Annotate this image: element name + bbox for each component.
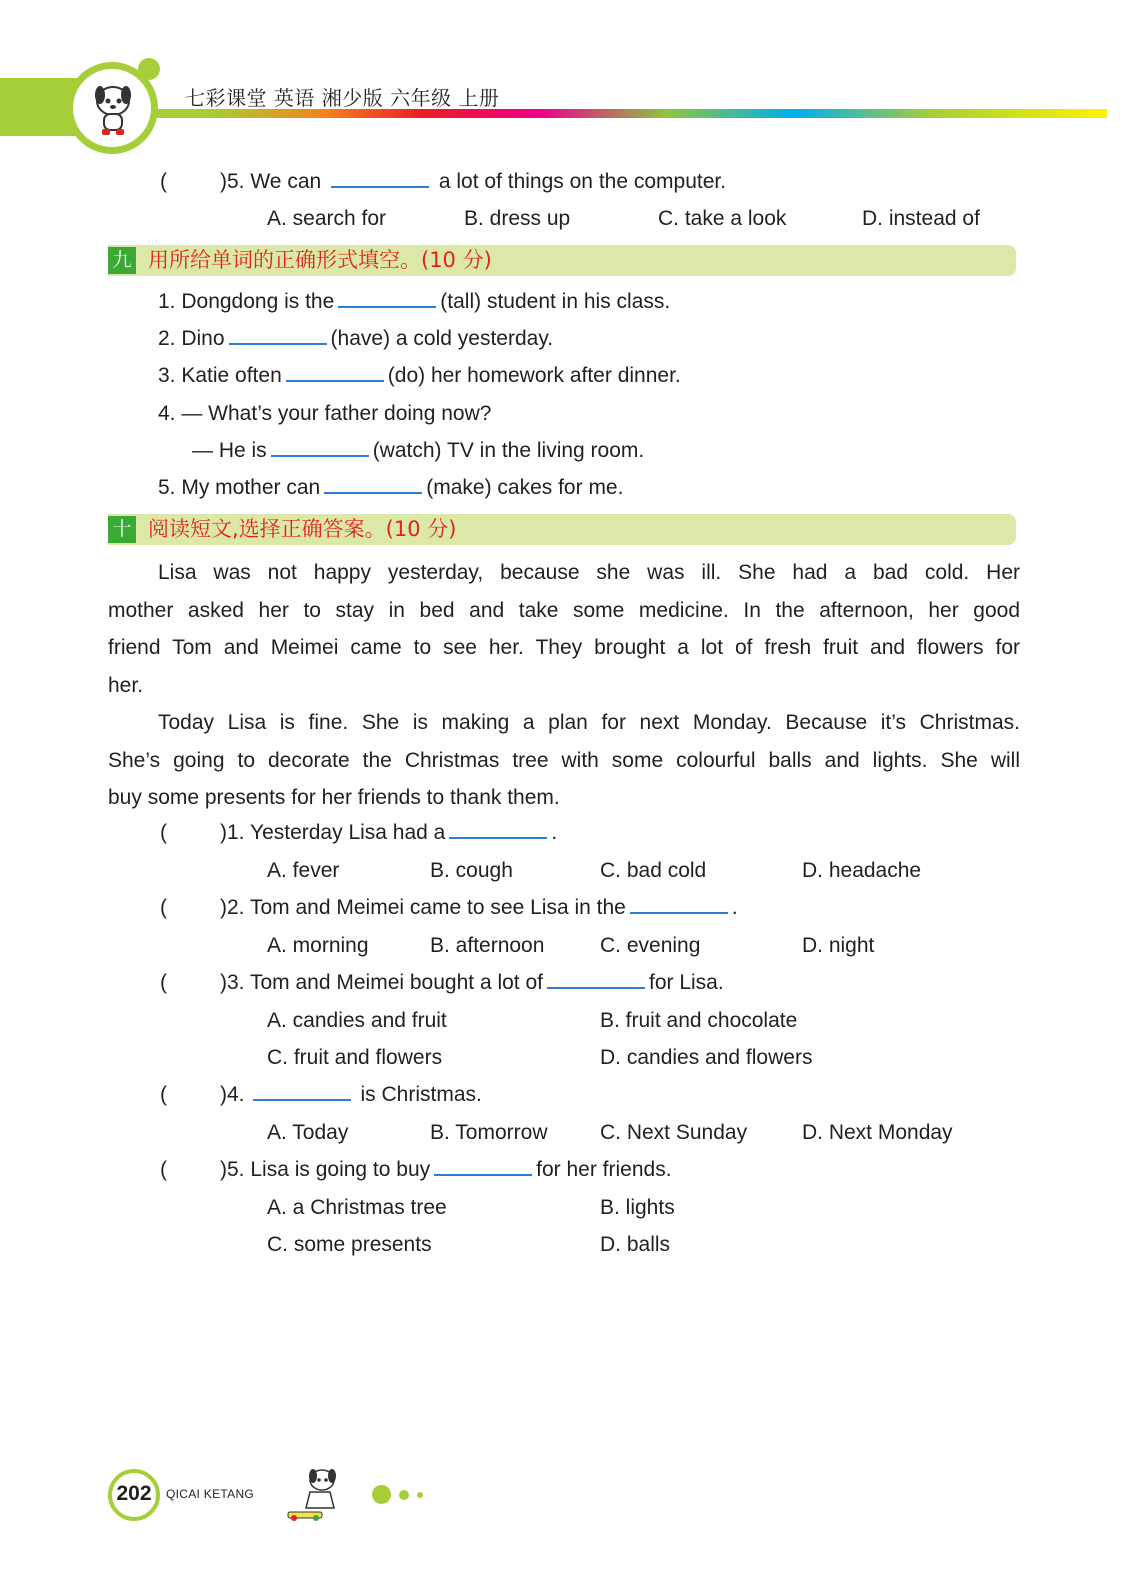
answer-blank [630, 894, 728, 914]
question-row [220, 819, 557, 847]
answer-blank [286, 362, 384, 382]
page-number: 202 [116, 1482, 152, 1505]
question-row [220, 1081, 482, 1109]
answer-paren: ( [160, 971, 167, 994]
option-d: D. instead of [862, 207, 980, 230]
reading-passage-2 [108, 704, 1020, 817]
fill-item [158, 325, 553, 353]
option-c: C. take a look [658, 207, 787, 230]
question-row [220, 168, 726, 196]
option-c: C. fruit and flowers [267, 1046, 443, 1069]
question-row [160, 168, 167, 196]
item-text: (do) her homework after dinner. [387, 364, 681, 387]
fill-item [158, 288, 670, 316]
question-text: is Christmas. [360, 1083, 482, 1106]
answer-blank [271, 437, 369, 457]
passage-line: Lisa was not happy yesterday, because she was ill. She had a bad cold. Her [158, 561, 1020, 584]
answer-blank [253, 1081, 351, 1101]
question-number: )5. [220, 170, 245, 193]
answer-paren: ( [160, 1083, 167, 1106]
option-a: A. search for [267, 207, 387, 230]
section-badge: 九 [108, 247, 136, 274]
option-b: B. lights [600, 1196, 675, 1219]
passage-line: Today Lisa is fine. She is making a plan for next Monday. Because it’s Christmas. [158, 711, 1020, 734]
question-number: )1. [220, 821, 245, 844]
item-text: 2. Dino [158, 327, 225, 350]
fill-item [158, 362, 681, 390]
question-text: Yesterday Lisa had a [249, 821, 446, 844]
question-text: Tom and Meimei came to see Lisa in the [249, 896, 626, 919]
option-a: A. fever [267, 859, 340, 882]
option-c: C. evening [600, 934, 701, 957]
item-text: (tall) student in his class. [440, 290, 671, 313]
option-b: B. cough [430, 859, 513, 882]
item-text: 4. — What’s your father doing now? [158, 402, 492, 425]
option-a: A. morning [267, 934, 369, 957]
question-text: . [551, 821, 558, 844]
question-text: for Lisa. [648, 971, 724, 994]
option-d: D. Next Monday [802, 1121, 953, 1144]
question-number: )2. [220, 896, 245, 919]
answer-paren: ( [160, 1158, 167, 1181]
option-c: C. bad cold [600, 859, 707, 882]
answer-paren: ( [160, 170, 167, 193]
fill-item [192, 437, 644, 465]
footer-mascot-icon [280, 1462, 350, 1524]
page-header-title: 七彩课堂 英语 湘少版 六年级 上册 [185, 86, 500, 110]
question-number: )5. [220, 1158, 245, 1181]
passage-line: mother asked her to stay in bed and take some medicine. In the afternoon, her good [108, 598, 1020, 622]
footer-brand: QICAI KETANG [166, 1487, 255, 1501]
passage-line: her. [108, 673, 144, 697]
question-text: . [731, 896, 738, 919]
section-badge: 十 [108, 516, 136, 543]
section-header-9 [108, 245, 1016, 276]
passage-line: buy some presents for her friends to thank them. [108, 786, 560, 809]
fill-item [158, 474, 623, 502]
mascot-dog-icon [73, 69, 151, 147]
option-b: B. Tomorrow [430, 1121, 548, 1144]
answer-blank [331, 168, 429, 188]
footer-dot-large [372, 1485, 391, 1504]
item-text: (have) a cold yesterday. [330, 327, 554, 350]
answer-paren: ( [160, 896, 167, 919]
item-text: 5. My mother can [158, 476, 321, 499]
answer-blank [338, 288, 436, 308]
answer-blank [547, 969, 645, 989]
question-text: We can [250, 170, 322, 193]
fill-item [158, 400, 491, 428]
question-text: Tom and Meimei bought a lot of [249, 971, 543, 994]
mascot-badge [66, 62, 158, 154]
option-b: B. afternoon [430, 934, 545, 957]
question-row [220, 894, 738, 922]
item-text: 3. Katie often [158, 364, 282, 387]
answer-blank [324, 474, 422, 494]
answer-blank [449, 819, 547, 839]
section-header-10 [108, 514, 1016, 545]
passage-line: She’s going to decorate the Christmas tree with some colourful balls and lights. She will [108, 748, 1020, 772]
item-text: (watch) TV in the living room. [372, 439, 645, 462]
section-title: 阅读短文,选择正确答案。(10 分) [148, 517, 457, 541]
option-c: C. Next Sunday [600, 1121, 748, 1144]
option-d: D. balls [600, 1233, 671, 1256]
option-d: D. night [802, 934, 875, 957]
option-a: A. candies and fruit [267, 1009, 447, 1032]
question-row [220, 1156, 672, 1184]
reading-passage-1 [108, 554, 1020, 704]
option-b: B. dress up [464, 207, 571, 230]
option-d: D. headache [802, 859, 922, 882]
question-number: )4. [220, 1083, 245, 1106]
question-text: for her friends. [536, 1158, 672, 1181]
option-a: A. Today [267, 1121, 349, 1144]
question-text: Lisa is going to buy [250, 1158, 431, 1181]
item-text: 1. Dongdong is the [158, 290, 335, 313]
footer-dot-medium [399, 1490, 409, 1500]
answer-blank [229, 325, 327, 345]
question-row [220, 969, 724, 997]
option-a: A. a Christmas tree [267, 1196, 447, 1219]
item-text: (make) cakes for me. [426, 476, 624, 499]
answer-blank [434, 1156, 532, 1176]
question-text: a lot of things on the computer. [438, 170, 727, 193]
passage-line: friend Tom and Meimei came to see her. They brought a lot of fresh fruit and flowers for [108, 636, 1020, 659]
section-title: 用所给单词的正确形式填空。(10 分) [148, 248, 492, 272]
item-text: — He is [192, 439, 267, 462]
answer-paren: ( [160, 821, 167, 844]
footer-dot-small [417, 1492, 423, 1498]
option-b: B. fruit and chocolate [600, 1009, 798, 1032]
question-number: )3. [220, 971, 245, 994]
option-d: D. candies and flowers [600, 1046, 813, 1069]
option-c: C. some presents [267, 1233, 432, 1256]
